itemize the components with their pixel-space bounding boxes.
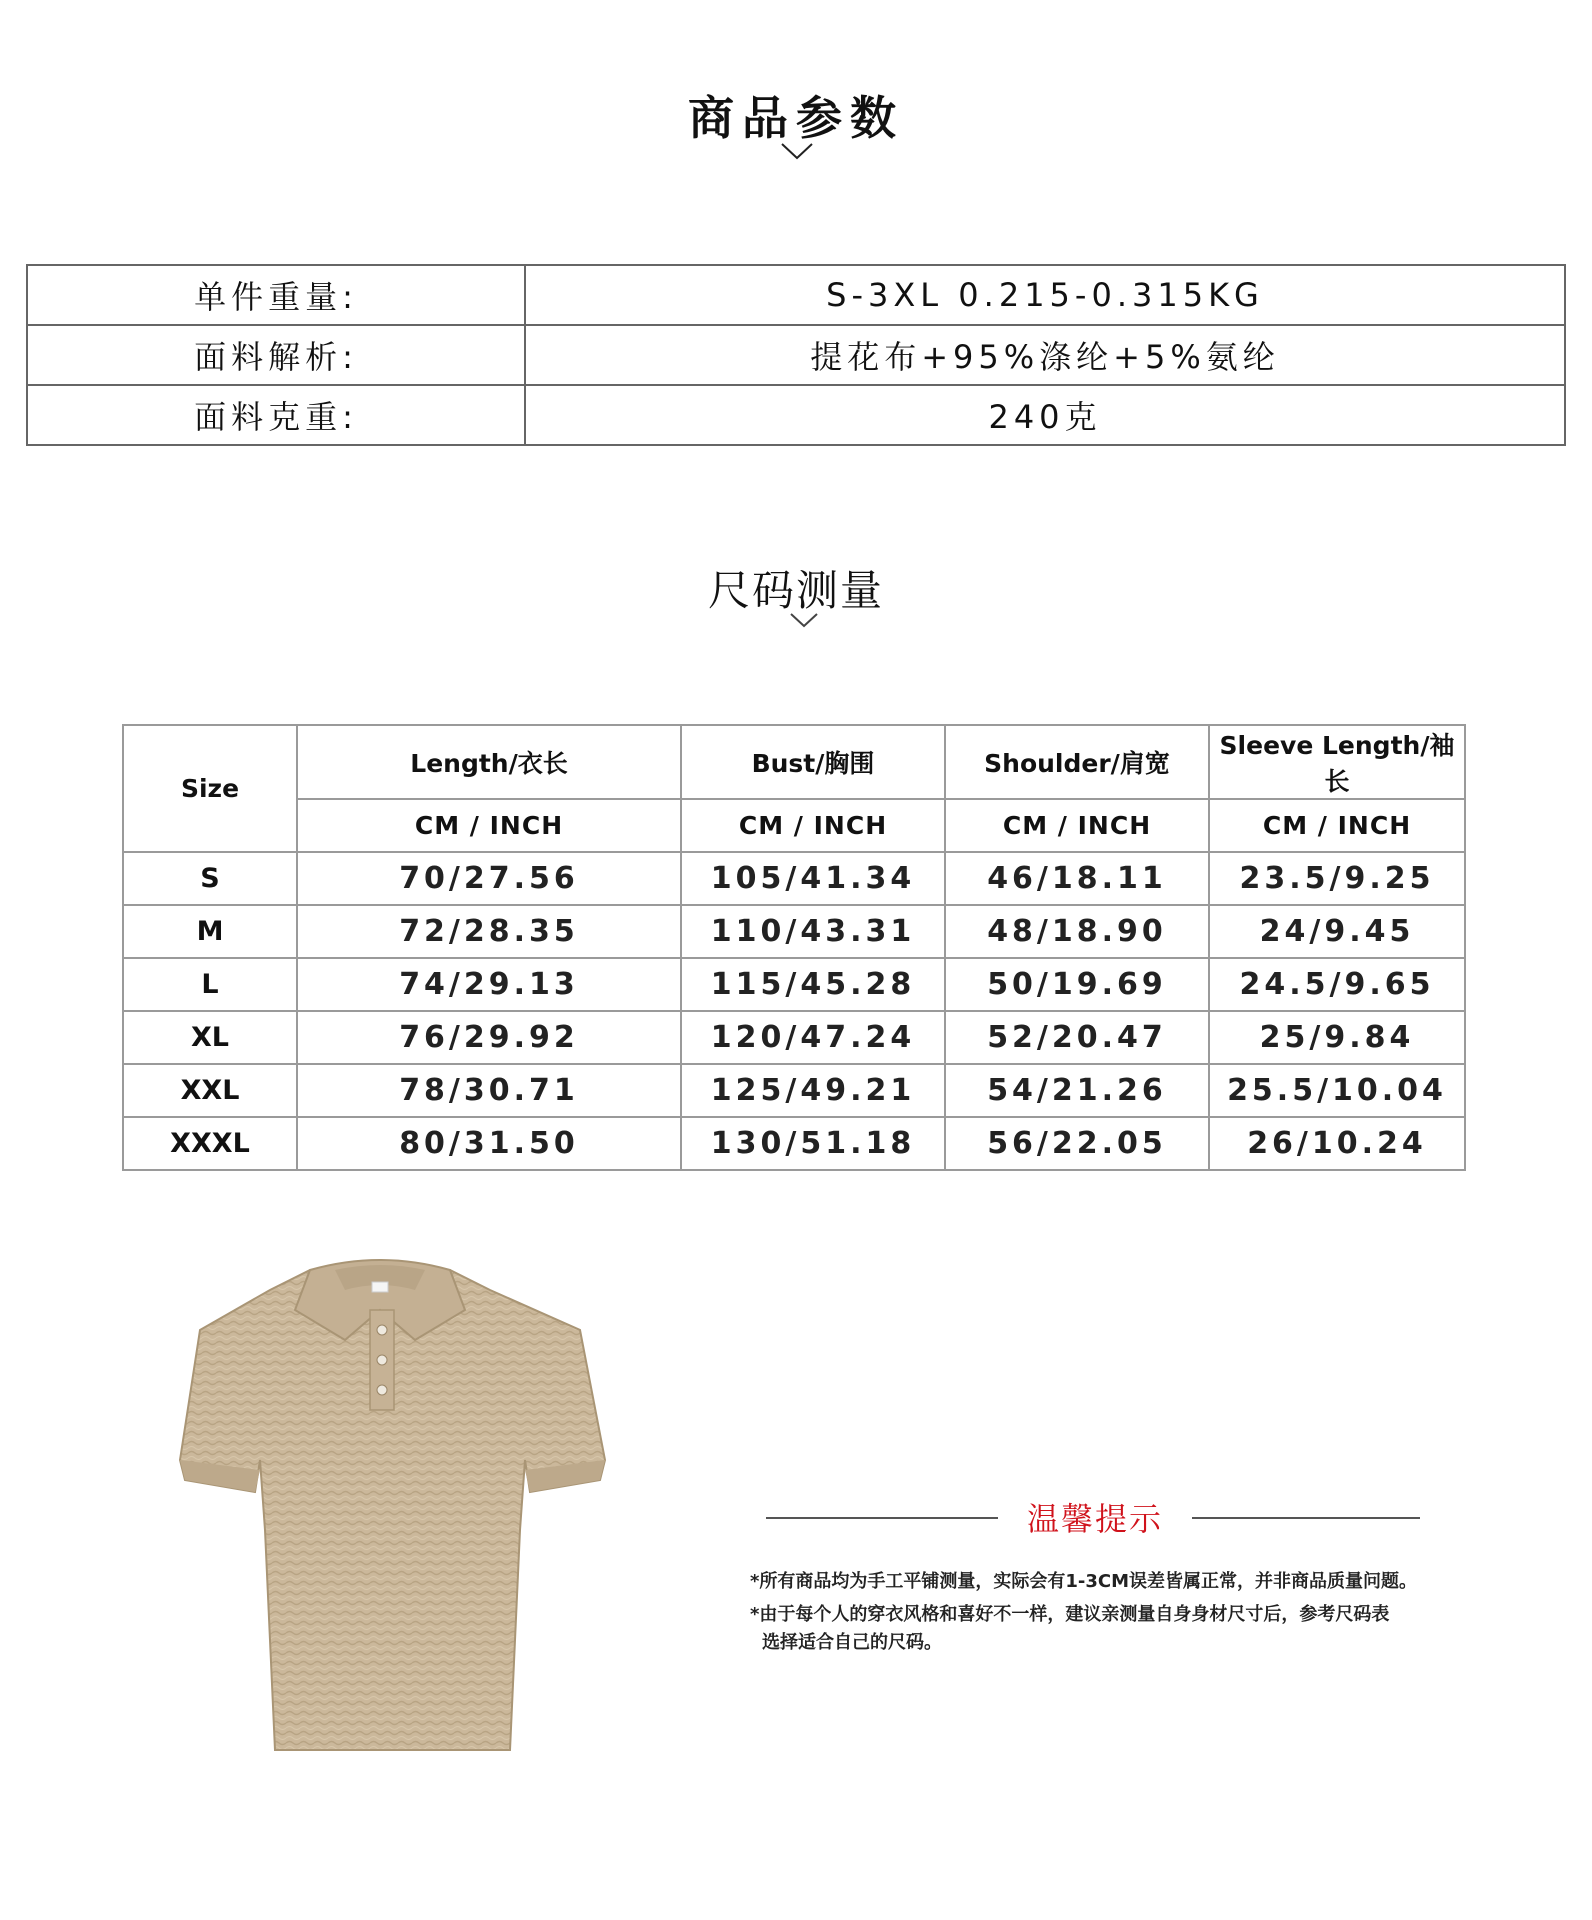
value-cell: 74/29.13 [297, 958, 681, 1011]
param-label: 面料解析: [27, 325, 525, 385]
size-cell: L [123, 958, 297, 1011]
table-row [123, 1117, 1465, 1170]
value-cell: 52/20.47 [945, 1011, 1209, 1064]
chevron-down-icon [780, 142, 814, 160]
table-row [123, 958, 1465, 1011]
notice-line-3: 选择适合自己的尺码。 [762, 1632, 942, 1653]
params-table [26, 264, 1566, 446]
notice-title: 温馨提示 [1026, 1500, 1163, 1538]
table-row [123, 1011, 1465, 1064]
size-cell: S [123, 852, 297, 905]
value-cell: 120/47.24 [681, 1011, 945, 1064]
polo-shirt-image [160, 1230, 640, 1770]
param-value: 240克 [525, 385, 1565, 445]
notice-divider-left [766, 1517, 998, 1519]
size-cell: XXL [123, 1064, 297, 1117]
column-header: Sleeve Length/袖长 [1209, 725, 1465, 799]
size-table-unit-row [123, 799, 1465, 852]
unit-header: CM / INCH [945, 799, 1209, 852]
chevron-down-icon [789, 612, 819, 628]
column-header: Shoulder/肩宽 [945, 725, 1209, 799]
value-cell: 25/9.84 [1209, 1011, 1465, 1064]
value-cell: 115/45.28 [681, 958, 945, 1011]
param-value: 提花布+95%涤纶+5%氨纶 [525, 325, 1565, 385]
size-measure-title: 尺码测量 [707, 566, 884, 615]
size-cell: M [123, 905, 297, 958]
size-cell: XL [123, 1011, 297, 1064]
params-row [27, 325, 1565, 385]
table-row [123, 905, 1465, 958]
param-label: 单件重量: [27, 265, 525, 325]
params-row [27, 265, 1565, 325]
value-cell: 54/21.26 [945, 1064, 1209, 1117]
value-cell: 130/51.18 [681, 1117, 945, 1170]
value-cell: 125/49.21 [681, 1064, 945, 1117]
table-row [123, 1064, 1465, 1117]
notice-line-1: *所有商品均为手工平铺测量，实际会有1-3CM误差皆属正常，并非商品质量问题。 [750, 1571, 1418, 1592]
value-cell: 76/29.92 [297, 1011, 681, 1064]
size-header: Size [123, 725, 297, 852]
notice-line-2: *由于每个人的穿衣风格和喜好不一样，建议亲测量自身身材尺寸后，参考尺码表 [750, 1604, 1390, 1625]
value-cell: 105/41.34 [681, 852, 945, 905]
size-table [122, 724, 1466, 1171]
table-row [123, 852, 1465, 905]
value-cell: 26/10.24 [1209, 1117, 1465, 1170]
value-cell: 24.5/9.65 [1209, 958, 1465, 1011]
param-value: S-3XL 0.215-0.315KG [525, 265, 1565, 325]
value-cell: 46/18.11 [945, 852, 1209, 905]
param-label: 面料克重: [27, 385, 525, 445]
value-cell: 80/31.50 [297, 1117, 681, 1170]
value-cell: 25.5/10.04 [1209, 1064, 1465, 1117]
value-cell: 23.5/9.25 [1209, 852, 1465, 905]
value-cell: 56/22.05 [945, 1117, 1209, 1170]
value-cell: 48/18.90 [945, 905, 1209, 958]
value-cell: 24/9.45 [1209, 905, 1465, 958]
value-cell: 72/28.35 [297, 905, 681, 958]
unit-header: CM / INCH [1209, 799, 1465, 852]
params-row [27, 385, 1565, 445]
value-cell: 50/19.69 [945, 958, 1209, 1011]
column-header: Length/衣长 [297, 725, 681, 799]
unit-header: CM / INCH [297, 799, 681, 852]
product-params-title: 商品参数 [688, 91, 904, 145]
size-table-header-row [123, 725, 1465, 799]
unit-header: CM / INCH [681, 799, 945, 852]
size-cell: XXXL [123, 1117, 297, 1170]
column-header: Bust/胸围 [681, 725, 945, 799]
value-cell: 110/43.31 [681, 905, 945, 958]
value-cell: 78/30.71 [297, 1064, 681, 1117]
value-cell: 70/27.56 [297, 852, 681, 905]
notice-divider-right [1192, 1517, 1420, 1519]
